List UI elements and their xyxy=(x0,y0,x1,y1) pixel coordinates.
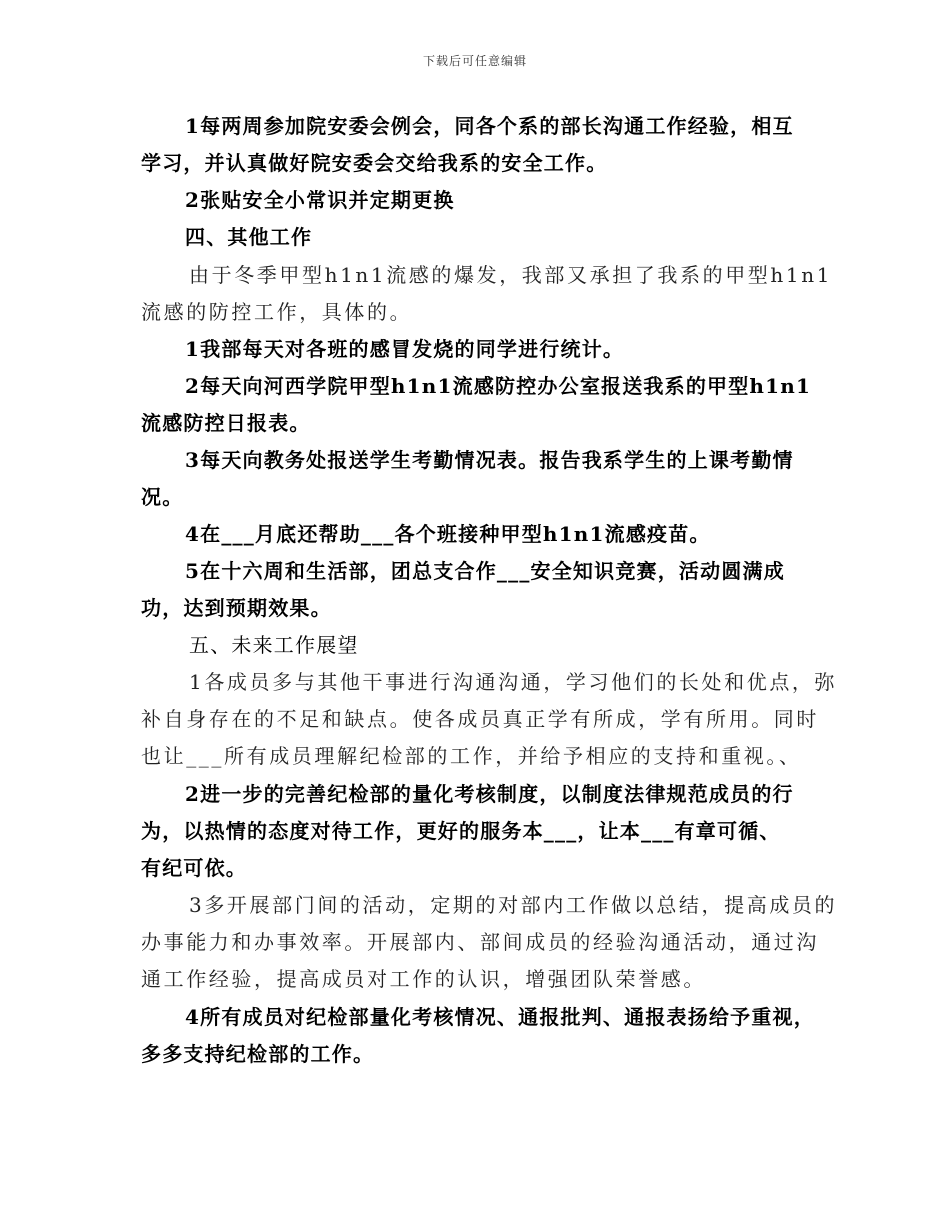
paragraph-line: 流感的防控工作，具体的。 xyxy=(141,300,413,324)
page-header: 下载后可任意编辑 xyxy=(422,54,527,68)
paragraph-line: 况。 xyxy=(141,485,184,509)
paragraph-8 xyxy=(141,516,811,553)
paragraph-line: 2进一步的完善纪检部的量化考核制度，以制度法律规范成员的行 xyxy=(185,782,794,806)
heading-text: 四、其他工作 xyxy=(185,225,313,249)
paragraph-14 xyxy=(141,999,815,1073)
paragraph-line: 功，达到预期效果。 xyxy=(141,596,332,620)
paragraph-5 xyxy=(141,331,811,368)
paragraph-9 xyxy=(141,553,811,627)
section-heading-other-work xyxy=(141,219,811,256)
paragraph-6 xyxy=(141,368,811,442)
paragraph-1 xyxy=(141,108,811,182)
paragraph-line: 1各成员多与其他干事进行沟通沟通，学习他们的长处和优点，弥 xyxy=(189,670,838,694)
paragraph-line: 学习，并认真做好院安委会交给我系的安全工作。 xyxy=(141,151,608,175)
paragraph-line: 有纪可依。 xyxy=(141,856,247,880)
paragraph-line: 流感防控日报表。 xyxy=(141,411,311,435)
paragraph-13 xyxy=(141,887,838,998)
section-heading-future-outlook xyxy=(141,627,811,664)
paragraph-12 xyxy=(141,776,811,887)
paragraph-line: 3每天向教务处报送学生考勤情况表。报告我系学生的上课考勤情 xyxy=(185,448,794,472)
paragraph-line: 1我部每天对各班的感冒发烧的同学进行统计。 xyxy=(185,337,625,361)
paragraph-line: 2张贴安全小常识并定期更换 xyxy=(185,188,455,212)
paragraph-7 xyxy=(141,442,811,516)
paragraph-line: 多多支持纪检部的工作。 xyxy=(141,1042,375,1066)
heading-text: 五、未来工作展望 xyxy=(189,633,359,657)
paragraph-line: 也让___所有成员理解纪检部的工作，并给予相应的支持和重视。、 xyxy=(141,744,802,768)
paragraph-line: 5在十六周和生活部，团总支合作___安全知识竞赛，活动圆满成 xyxy=(185,559,785,583)
paragraph-line: 由于冬季甲型h1n1流感的爆发，我部又承担了我系的甲型h1n1 xyxy=(189,263,833,287)
paragraph-2 xyxy=(141,182,811,219)
paragraph-line: 补自身存在的不足和缺点。使各成员真正学有所成，学有所用。同时 xyxy=(141,707,819,731)
paragraph-line: 为，以热情的态度对待工作，更好的服务本___，让本___有章可循、 xyxy=(141,819,781,843)
paragraph-11 xyxy=(141,664,838,775)
paragraph-4 xyxy=(141,257,833,331)
paragraph-line: 1每两周参加院安委会例会，同各个系的部长沟通工作经验，相互 xyxy=(185,114,794,138)
paragraph-line: 通工作经验，提高成员对工作的认识，增强团队荣誉感。 xyxy=(141,967,706,991)
paragraph-line: 4所有成员对纪检部量化考核情况、通报批判、通报表扬给予重视， xyxy=(185,1005,815,1029)
paragraph-line: 2每天向河西学院甲型h1n1流感防控办公室报送我系的甲型h1n1 xyxy=(185,374,812,398)
paragraph-line: 4在___月底还帮助___各个班接种甲型h1n1流感疫苗。 xyxy=(185,522,711,546)
paragraph-line: 办事能力和办事效率。开展部内、部间成员的经验沟通活动，通过沟 xyxy=(141,930,819,954)
paragraph-line: 3多开展部门间的活动，定期的对部内工作做以总结，提高成员的 xyxy=(189,893,838,917)
